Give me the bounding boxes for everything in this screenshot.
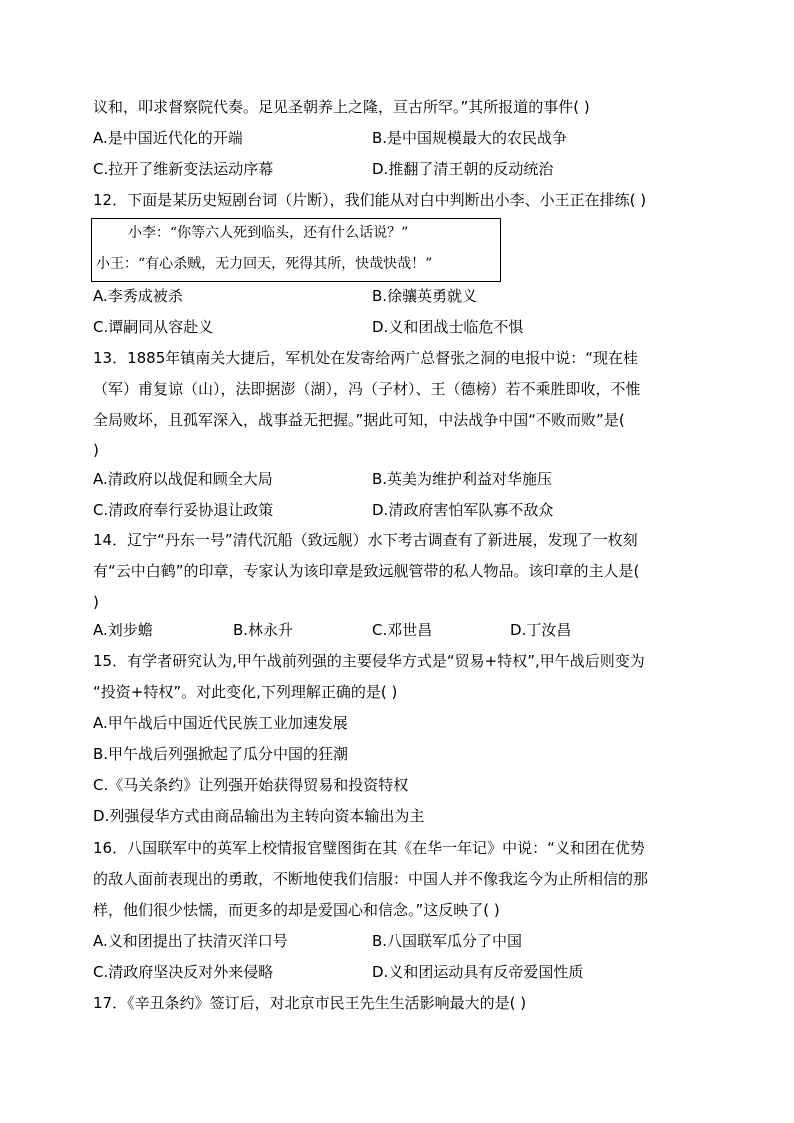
q13-option-b: B.英美为维护利益对华施压 — [372, 470, 553, 488]
q15-option-d: D.列强侵华方式由商品输出为主转向资本输出为主 — [93, 807, 425, 825]
q16-option-c: C.清政府坚决反对外来侵略 — [93, 963, 274, 981]
q14-stem-line-2: 有“云中白鹤”的印章，专家认为该印章是致远舰管带的私人物品。该印章的主人是( — [93, 562, 640, 580]
q14-option-b: B.林永升 — [233, 621, 294, 639]
q15-stem-line-2: “投资+特权”。对此变化,下列理解正确的是( ) — [93, 683, 398, 701]
q12-option-b: B.徐骧英勇就义 — [372, 287, 478, 305]
q13-stem-line-3: 全局败坏，且孤军深入，战事益无把握。”据此可知，中法战争中国“不败而败”是( — [93, 411, 625, 429]
q13-stem-line-2: （军）甫复谅（山），法即据澎（湖），冯（子材）、王（德榜）若不乘胜即收，不惟 — [93, 380, 641, 398]
q12-dialogue-wang: 小王：“有心杀贼，无力回天，死得其所，快哉快哉！” — [96, 256, 433, 272]
q16-stem-line-3: 样，他们很少怯懦，而更多的却是爱国心和信念。”这反映了( ) — [93, 901, 500, 919]
q16-option-a: A.义和团提出了扶清灭洋口号 — [93, 932, 288, 950]
q15-option-b: B.甲午战后列强掀起了瓜分中国的狂潮 — [93, 745, 349, 763]
q16-option-b: B.八国联军瓜分了中国 — [372, 932, 523, 950]
q12-dialogue-li: 小李：“你等六人死到临头，还有什么话说？” — [128, 225, 409, 241]
q14-option-c: C.邓世昌 — [372, 621, 433, 639]
q15-stem-line-1: 15．有学者研究认为,甲午战前列强的主要侵华方式是“贸易+特权”,甲午战后则变为 — [93, 652, 645, 670]
q14-option-d: D.丁汝昌 — [510, 621, 572, 639]
q11-option-c: C.拉开了维新变法运动序幕 — [93, 160, 274, 178]
q13-option-d: D.清政府害怕军队寡不敌众 — [372, 501, 554, 519]
q13-stem-line-4: ) — [93, 441, 99, 459]
q14-stem-line-1: 14．辽宁“丹东一号”清代沉船（致远舰）水下考古调查有了新进展，发现了一枚刻 — [93, 531, 638, 549]
q12-option-a: A.李秀成被杀 — [93, 287, 183, 305]
q12-option-d: D.义和团战士临危不惧 — [372, 318, 524, 336]
q11-stem: 议和，叩求督察院代奏。足见圣朝养上之隆，亘古所罕。”其所报道的事件( ) — [93, 98, 590, 116]
q17-stem: 17．《辛丑条约》签订后，对北京市民王先生生活影响最大的是( ) — [93, 994, 527, 1012]
q16-stem-line-1: 16．八国联军中的英军上校情报官璧图街在其《在华一年记》中说：“义和团在优势 — [93, 839, 645, 857]
q15-option-c: C.《马关条约》让列强开始获得贸易和投资特权 — [93, 776, 409, 794]
q12-stem: 12．下面是某历史短剧台词（片断），我们能从对白中判断出小李、小王正在排练( ) — [93, 191, 647, 209]
q11-option-d: D.推翻了清王朝的反动统治 — [372, 160, 554, 178]
q16-option-d: D.义和团运动具有反帝爱国性质 — [372, 963, 584, 981]
q14-option-a: A.刘步蟾 — [93, 621, 153, 639]
q12-dialogue-box — [91, 218, 501, 282]
q11-option-a: A.是中国近代化的开端 — [93, 129, 243, 147]
q12-option-c: C.谭嗣同从容赴义 — [93, 318, 214, 336]
q11-option-b: B.是中国规模最大的农民战争 — [372, 129, 568, 147]
q16-stem-line-2: 的敌人面前表现出的勇敢，不断地使我们信服：中国人并不像我迄今为止所相信的那 — [93, 870, 649, 888]
q13-stem-line-1: 13．1885年镇南关大捷后，军机处在发寄给两广总督张之洞的电报中说：“现在桂 — [93, 349, 639, 367]
q13-option-c: C.清政府奉行妥协退让政策 — [93, 501, 274, 519]
q13-option-a: A.清政府以战促和顾全大局 — [93, 470, 273, 488]
q15-option-a: A.甲午战后中国近代民族工业加速发展 — [93, 714, 348, 732]
q14-stem-line-3: ) — [93, 593, 99, 611]
